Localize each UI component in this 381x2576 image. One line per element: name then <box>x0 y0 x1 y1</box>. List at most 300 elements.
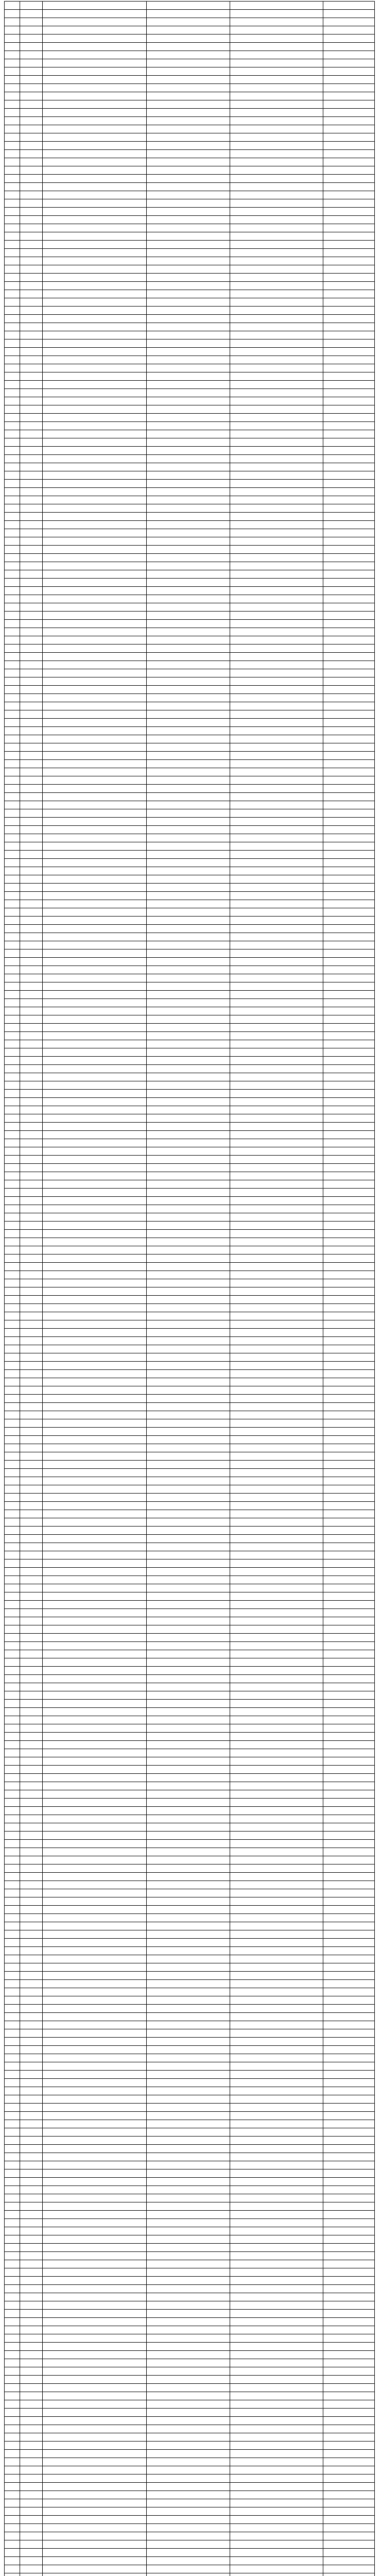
table-row <box>5 1287 375 1296</box>
row-number-cell <box>5 2359 20 2367</box>
region-cell <box>20 2293 42 2301</box>
facility-name-cell <box>42 1906 146 1914</box>
phone-cell <box>323 2301 375 2310</box>
organization-cell <box>147 950 230 958</box>
organization-cell <box>147 331 230 340</box>
organization-cell <box>147 1312 230 1320</box>
region-cell <box>20 686 42 694</box>
region-cell <box>20 389 42 397</box>
row-number-cell <box>5 2367 20 2376</box>
address-cell <box>230 1362 323 1370</box>
region-cell <box>20 2277 42 2285</box>
region-cell <box>20 2211 42 2219</box>
table-row <box>5 175 375 183</box>
address-cell <box>230 1782 323 1790</box>
region-cell <box>20 1774 42 1782</box>
row-number-cell <box>5 298 20 307</box>
region-cell <box>20 2466 42 2475</box>
region-cell <box>20 2029 42 2038</box>
row-number-cell <box>5 2417 20 2425</box>
facility-name-cell <box>42 1733 146 1741</box>
address-cell <box>230 1741 323 1749</box>
row-number-cell <box>5 241 20 249</box>
table-row <box>5 999 375 1007</box>
organization-cell <box>147 1345 230 1353</box>
region-cell <box>20 1609 42 1617</box>
address-cell <box>230 2573 323 2576</box>
facility-name-cell <box>42 1601 146 1609</box>
row-number-cell <box>5 1543 20 1551</box>
organization-cell <box>147 1090 230 1098</box>
phone-cell <box>323 340 375 348</box>
phone-cell <box>323 1939 375 1947</box>
table-row <box>5 1807 375 1815</box>
address-cell <box>230 636 323 645</box>
table-row <box>5 208 375 216</box>
address-cell <box>230 1411 323 1419</box>
organization-cell <box>147 1114 230 1123</box>
address-cell <box>230 1848 323 1856</box>
region-cell <box>20 2326 42 2334</box>
region-cell <box>20 2400 42 2409</box>
address-cell <box>230 1213 323 1222</box>
region-cell <box>20 1823 42 1832</box>
organization-cell <box>147 92 230 100</box>
facility-name-cell <box>42 1724 146 1733</box>
row-number-cell <box>5 1675 20 1683</box>
table-row <box>5 1164 375 1172</box>
table-row <box>5 1650 375 1658</box>
row-number-cell <box>5 2227 20 2235</box>
row-number-cell <box>5 1733 20 1741</box>
organization-cell <box>147 2079 230 2087</box>
phone-cell <box>323 2087 375 2095</box>
organization-cell <box>147 422 230 430</box>
table-row <box>5 579 375 587</box>
row-number-cell <box>5 1362 20 1370</box>
table-row <box>5 1395 375 1403</box>
region-cell <box>20 480 42 488</box>
table-row <box>5 1032 375 1040</box>
facility-name-cell <box>42 537 146 546</box>
address-cell <box>230 1790 323 1799</box>
table-row <box>5 1411 375 1419</box>
table-row <box>5 1230 375 1238</box>
phone-cell <box>323 1180 375 1189</box>
table-row <box>5 892 375 900</box>
row-number-cell <box>5 694 20 702</box>
facility-name-cell <box>42 1840 146 1848</box>
organization-cell <box>147 1939 230 1947</box>
region-cell <box>20 1494 42 1502</box>
table-row <box>5 1370 375 1378</box>
address-cell <box>230 1320 323 1329</box>
facility-name-cell <box>42 35 146 43</box>
row-number-cell <box>5 1840 20 1848</box>
region-cell <box>20 1403 42 1411</box>
facility-name-cell <box>42 529 146 537</box>
organization-cell <box>147 2483 230 2491</box>
facility-name-cell <box>42 1279 146 1287</box>
facility-name-cell <box>42 645 146 653</box>
address-cell <box>230 661 323 669</box>
address-cell <box>230 1823 323 1832</box>
address-cell <box>230 2079 323 2087</box>
document-sheet <box>4 1 375 2576</box>
table-row <box>5 554 375 562</box>
facility-name-cell <box>42 785 146 793</box>
table-row <box>5 2128 375 2137</box>
facility-name-cell <box>42 2235 146 2244</box>
phone-cell <box>323 175 375 183</box>
region-cell <box>20 348 42 356</box>
address-cell <box>230 1592 323 1601</box>
row-number-cell <box>5 859 20 867</box>
address-cell <box>230 331 323 340</box>
region-cell <box>20 1996 42 2005</box>
phone-cell <box>323 1353 375 1362</box>
region-cell <box>20 2376 42 2384</box>
organization-cell <box>147 1988 230 1996</box>
row-number-cell <box>5 2153 20 2161</box>
row-number-cell <box>5 2549 20 2557</box>
region-cell <box>20 1469 42 1477</box>
phone-cell <box>323 1320 375 1329</box>
phone-cell <box>323 1840 375 1848</box>
row-number-cell <box>5 224 20 232</box>
table-row <box>5 661 375 669</box>
table-row <box>5 628 375 636</box>
region-cell <box>20 1040 42 1048</box>
facility-name-cell <box>42 257 146 265</box>
facility-name-cell <box>42 1238 146 1246</box>
table-row <box>5 1073 375 1081</box>
row-number-cell <box>5 1807 20 1815</box>
address-cell <box>230 587 323 595</box>
organization-cell <box>147 2557 230 2565</box>
row-number-cell <box>5 2409 20 2417</box>
facility-name-cell <box>42 1535 146 1543</box>
table-row <box>5 100 375 109</box>
table-row <box>5 51 375 59</box>
address-cell <box>230 2178 323 2186</box>
region-cell <box>20 579 42 587</box>
region-cell <box>20 554 42 562</box>
address-cell <box>230 265 323 274</box>
facility-name-cell <box>42 1337 146 1345</box>
facility-name-cell <box>42 925 146 933</box>
organization-cell <box>147 2499 230 2507</box>
table-row <box>5 867 375 875</box>
row-number-cell <box>5 1700 20 1708</box>
organization-cell <box>147 1353 230 1362</box>
row-number-cell <box>5 2565 20 2573</box>
region-cell <box>20 2178 42 2186</box>
region-cell <box>20 702 42 710</box>
facility-name-cell <box>42 1790 146 1799</box>
facility-name-cell <box>42 1625 146 1634</box>
row-number-cell <box>5 966 20 974</box>
facility-name-cell <box>42 1485 146 1494</box>
phone-cell <box>323 941 375 950</box>
region-cell <box>20 2417 42 2425</box>
region-cell <box>20 298 42 307</box>
row-number-cell <box>5 653 20 661</box>
address-cell <box>230 158 323 166</box>
address-cell <box>230 1189 323 1197</box>
phone-cell <box>323 381 375 389</box>
row-number-cell <box>5 2120 20 2128</box>
row-number-cell <box>5 2376 20 2384</box>
region-cell <box>20 2268 42 2277</box>
region-cell <box>20 834 42 842</box>
region-cell <box>20 2005 42 2013</box>
table-row <box>5 974 375 982</box>
organization-cell <box>147 2038 230 2046</box>
organization-cell <box>147 1889 230 1897</box>
row-number-cell <box>5 2219 20 2227</box>
row-number-cell <box>5 2293 20 2301</box>
row-number-cell <box>5 1848 20 1856</box>
facility-name-cell <box>42 2062 146 2071</box>
table-row <box>5 2235 375 2244</box>
phone-cell <box>323 2013 375 2021</box>
address-cell <box>230 2087 323 2095</box>
phone-cell <box>323 1139 375 1147</box>
table-row <box>5 340 375 348</box>
address-cell <box>230 1733 323 1741</box>
phone-cell <box>323 1832 375 1840</box>
facility-name-cell <box>42 2565 146 2573</box>
row-number-cell <box>5 2475 20 2483</box>
table-row <box>5 1189 375 1197</box>
facility-name-cell <box>42 1774 146 1782</box>
region-cell <box>20 1090 42 1098</box>
phone-cell <box>323 2137 375 2145</box>
row-number-cell <box>5 488 20 496</box>
facility-name-cell <box>42 1930 146 1939</box>
facility-name-cell <box>42 2005 146 2013</box>
organization-cell <box>147 67 230 76</box>
region-cell <box>20 1807 42 1815</box>
table-row <box>5 1634 375 1642</box>
facility-name-cell <box>42 760 146 768</box>
organization-cell <box>147 1823 230 1832</box>
facility-name-cell <box>42 752 146 760</box>
row-number-cell <box>5 1271 20 1279</box>
region-cell <box>20 26 42 35</box>
organization-cell <box>147 76 230 84</box>
row-number-cell <box>5 1790 20 1799</box>
organization-cell <box>147 2318 230 2326</box>
organization-cell <box>147 999 230 1007</box>
facility-name-cell <box>42 1469 146 1477</box>
row-number-cell <box>5 2499 20 2507</box>
phone-cell <box>323 298 375 307</box>
address-cell <box>230 1502 323 1510</box>
organization-cell <box>147 2573 230 2576</box>
phone-cell <box>323 2458 375 2466</box>
row-number-cell <box>5 562 20 570</box>
address-cell <box>230 241 323 249</box>
table-row <box>5 323 375 331</box>
address-cell <box>230 2186 323 2194</box>
row-number-cell <box>5 208 20 216</box>
table-row <box>5 1551 375 1560</box>
phone-cell <box>323 1106 375 1114</box>
organization-cell <box>147 241 230 249</box>
address-cell <box>230 1329 323 1337</box>
table-row <box>5 35 375 43</box>
facility-name-cell <box>42 1172 146 1180</box>
facility-name-cell <box>42 2409 146 2417</box>
row-number-cell <box>5 2252 20 2260</box>
table-row <box>5 1147 375 1156</box>
row-number-cell <box>5 2005 20 2013</box>
organization-cell <box>147 1799 230 1807</box>
table-row <box>5 735 375 743</box>
row-number-cell <box>5 2277 20 2285</box>
address-cell <box>230 933 323 941</box>
facility-name-cell <box>42 1271 146 1279</box>
table-row <box>5 1139 375 1147</box>
phone-cell <box>323 2392 375 2400</box>
table-row <box>5 1914 375 1922</box>
phone-cell <box>323 1345 375 1353</box>
organization-cell <box>147 1469 230 1477</box>
region-cell <box>20 249 42 257</box>
row-number-cell <box>5 2145 20 2153</box>
row-number-cell <box>5 2450 20 2458</box>
organization-cell <box>147 1560 230 1568</box>
phone-cell <box>323 2483 375 2491</box>
phone-cell <box>323 1609 375 1617</box>
facility-name-cell <box>42 1419 146 1428</box>
row-number-cell <box>5 628 20 636</box>
address-cell <box>230 2202 323 2211</box>
table-row <box>5 1403 375 1411</box>
row-number-cell <box>5 10 20 18</box>
row-number-cell <box>5 1708 20 1716</box>
facility-name-cell <box>42 1939 146 1947</box>
organization-cell <box>147 2293 230 2301</box>
organization-cell <box>147 133 230 142</box>
phone-cell <box>323 2021 375 2029</box>
facility-name-cell <box>42 249 146 257</box>
row-number-cell <box>5 1749 20 1757</box>
row-number-cell <box>5 2524 20 2532</box>
facility-name-cell <box>42 2268 146 2277</box>
facility-name-cell <box>42 1205 146 1213</box>
region-cell <box>20 1205 42 1213</box>
phone-cell <box>323 1518 375 1527</box>
table-row <box>5 859 375 867</box>
row-number-cell <box>5 1131 20 1139</box>
address-cell <box>230 2054 323 2062</box>
table-row <box>5 1518 375 1527</box>
address-cell <box>230 257 323 265</box>
row-number-cell <box>5 579 20 587</box>
row-number-cell <box>5 1535 20 1543</box>
facility-name-cell <box>42 570 146 579</box>
organization-cell <box>147 2367 230 2376</box>
address-cell <box>230 364 323 372</box>
region-cell <box>20 1123 42 1131</box>
organization-cell <box>147 1510 230 1518</box>
address-cell <box>230 18 323 26</box>
row-number-cell <box>5 1081 20 1090</box>
table-row <box>5 290 375 298</box>
address-cell <box>230 2442 323 2450</box>
region-cell <box>20 570 42 579</box>
facility-name-cell <box>42 2079 146 2087</box>
phone-cell <box>323 1123 375 1131</box>
phone-cell <box>323 2112 375 2120</box>
row-number-cell <box>5 669 20 677</box>
organization-cell <box>147 1551 230 1560</box>
facility-name-cell <box>42 2170 146 2178</box>
row-number-cell <box>5 645 20 653</box>
region-cell <box>20 735 42 743</box>
phone-cell <box>323 735 375 743</box>
organization-cell <box>147 1724 230 1733</box>
table-row <box>5 2549 375 2557</box>
region-cell <box>20 1658 42 1667</box>
region-cell <box>20 2507 42 2516</box>
table-row <box>5 1007 375 1015</box>
phone-cell <box>323 2376 375 2384</box>
address-cell <box>230 669 323 677</box>
organization-cell <box>147 1601 230 1609</box>
table-row <box>5 1114 375 1123</box>
address-cell <box>230 372 323 381</box>
address-cell <box>230 438 323 447</box>
facility-name-cell <box>42 2425 146 2433</box>
region-cell <box>20 397 42 405</box>
phone-cell <box>323 1403 375 1411</box>
region-cell <box>20 1238 42 1246</box>
facility-name-cell <box>42 2458 146 2466</box>
organization-cell <box>147 958 230 966</box>
row-number-cell <box>5 2425 20 2433</box>
row-number-cell <box>5 1560 20 1568</box>
facility-name-cell <box>42 1114 146 1123</box>
facility-name-cell <box>42 1502 146 1510</box>
facility-name-cell <box>42 2120 146 2128</box>
phone-cell <box>323 2054 375 2062</box>
facility-name-cell <box>42 1411 146 1419</box>
address-cell <box>230 1799 323 1807</box>
region-cell <box>20 1543 42 1551</box>
table-row <box>5 587 375 595</box>
table-row <box>5 2178 375 2186</box>
table-row <box>5 2005 375 2013</box>
facility-name-cell <box>42 1584 146 1592</box>
phone-cell <box>323 109 375 117</box>
address-cell <box>230 537 323 546</box>
organization-cell <box>147 875 230 884</box>
facility-name-cell <box>42 2178 146 2186</box>
organization-cell <box>147 1494 230 1502</box>
phone-cell <box>323 892 375 900</box>
table-row <box>5 1832 375 1840</box>
row-number-cell <box>5 710 20 719</box>
table-row <box>5 1279 375 1287</box>
table-row <box>5 546 375 554</box>
address-cell <box>230 974 323 982</box>
region-cell <box>20 1560 42 1568</box>
row-number-cell <box>5 1279 20 1287</box>
